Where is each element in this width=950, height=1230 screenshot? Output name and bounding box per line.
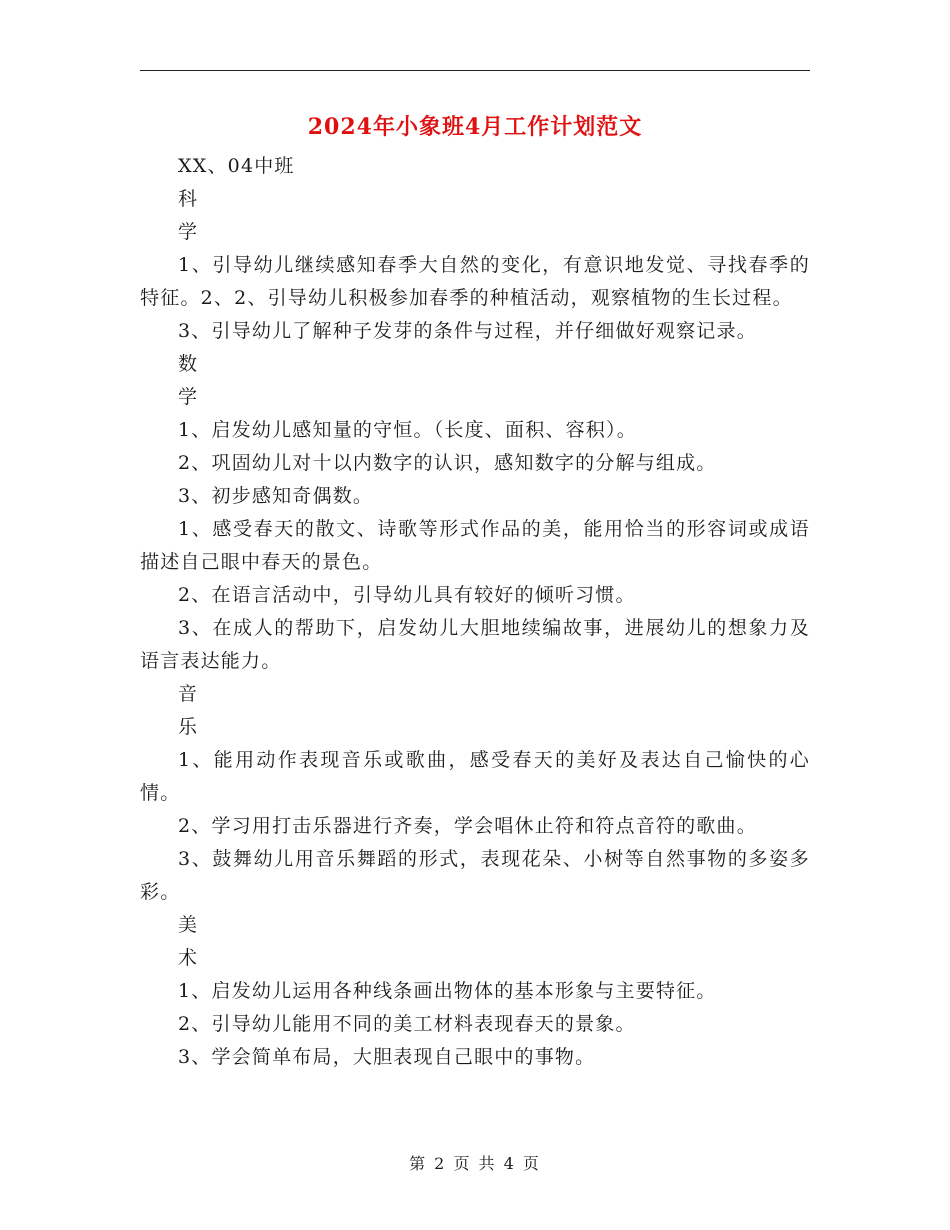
paragraph: 学 <box>178 221 199 243</box>
page-footer: 第 2 页 共 4 页 <box>409 1154 541 1173</box>
paragraph: 3、鼓舞幼儿用音乐舞蹈的形式，表现花朵、小树等自然事物的多姿多彩。 <box>140 848 810 903</box>
paragraph: 数 <box>178 353 199 375</box>
paragraph: 2、引导幼儿能用不同的美工材料表现春天的景象。 <box>178 1013 636 1035</box>
paragraph: 1、感受春天的散文、诗歌等形式作品的美，能用恰当的形容词或成语描述自己眼中春天的景色。 <box>140 518 810 573</box>
document-title: 2024年小象班4月工作计划范文 <box>307 114 643 140</box>
paragraph: 3、初步感知奇偶数。 <box>178 485 374 507</box>
paragraph: 1、能用动作表现音乐或歌曲，感受春天的美好及表达自己愉快的心情。 <box>140 749 810 804</box>
paragraph: XX、04中班 <box>178 155 295 177</box>
paragraph: 学 <box>178 386 199 408</box>
paragraph: 乐 <box>178 716 199 738</box>
document-body <box>140 150 810 1074</box>
paragraph: 3、引导幼儿了解种子发芽的条件与过程，并仔细做好观察记录。 <box>178 320 757 342</box>
paragraph: 1、引导幼儿继续感知春季大自然的变化，有意识地发觉、寻找春季的特征。2、2、引导幼儿积极参加春季的种植活动，观察植物的生长过程。 <box>140 254 810 309</box>
paragraph: 科 <box>178 188 199 210</box>
paragraph: 2、巩固幼儿对十以内数字的认识，感知数字的分解与组成。 <box>178 452 717 474</box>
paragraph: 术 <box>178 947 199 969</box>
paragraph: 1、启发幼儿感知量的守恒。（长度、面积、容积）。 <box>178 419 637 441</box>
paragraph: 音 <box>178 683 199 705</box>
paragraph: 3、学会简单布局，大胆表现自己眼中的事物。 <box>178 1046 596 1068</box>
paragraph: 2、在语言活动中，引导幼儿具有较好的倾听习惯。 <box>178 584 636 606</box>
paragraph: 1、启发幼儿运用各种线条画出物体的基本形象与主要特征。 <box>178 980 717 1002</box>
paragraph: 3、在成人的帮助下，启发幼儿大胆地续编故事，进展幼儿的想象力及语言表达能力。 <box>140 617 810 672</box>
header-rule <box>140 70 810 71</box>
paragraph: 2、学习用打击乐器进行齐奏，学会唱休止符和符点音符的歌曲。 <box>178 815 757 837</box>
paragraph: 美 <box>178 914 199 936</box>
